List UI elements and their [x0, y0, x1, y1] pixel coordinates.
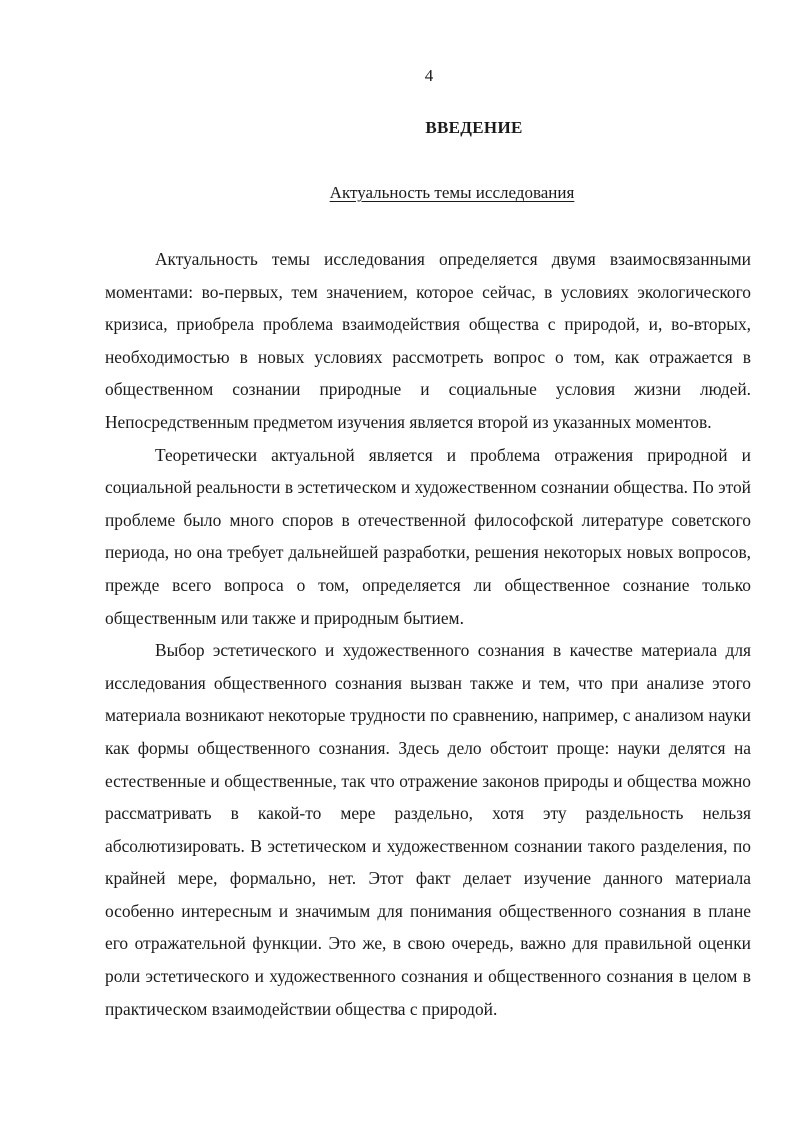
section-heading: ВВЕДЕНИЕ [425, 118, 523, 137]
paragraph: Теоретически актуальной является и проблема отражения природной и социальной реальности в эстетическом и художественном сознании общества. По этой проблеме было много споров в отечественной философской литературе советского периода, но она требует дальнейшей разработки, решения некоторых новых вопросов, прежде всего вопроса о том, определяется ли общественное сознание только общественным или также и природным бытием. [105, 444, 751, 628]
page-number: 4 [424, 66, 434, 85]
section-subheading: Актуальность темы исследования [329, 183, 575, 202]
body-text [105, 243, 751, 1025]
paragraph: Актуальность темы исследования определяется двумя взаимосвязанными моментами: во-первых, тем значением, которое сейчас, в условиях экологического кризиса, приобрела проблема взаимодействия общества с природой, и, во-вторых, необходимостью в новых условиях рассмотреть вопрос о том, как отражается в общественном сознании природные и социальные условия жизни людей. Непосредственным предметом изучения является второй из указанных моментов. [105, 249, 751, 432]
paragraph: Выбор эстетического и художественного сознания в качестве материала для исследования общественного сознания вызван также и тем, что при анализе этого материала возникают некоторые трудности по сравнению, например, с анализом науки как формы общественного сознания. Здесь дело обстоит проще: науки делятся на естественные и общественные, так что отражение законов природы и общества можно рассматривать в какой-то мере раздельно, хотя эту раздельность нельзя абсолютизировать. В эстетическом и художественном сознании такого разделения, по крайней мере, формально, нет. Этот факт делает изучение данного материала особенно интересным и значимым для понимания общественного сознания в плане его отражательной функции. Это же, в свою очередь, важно для правильной оценки роли эстетического и художественного сознания и общественного сознания в целом в практическом взаимодействии общества с природой. [105, 640, 751, 1019]
